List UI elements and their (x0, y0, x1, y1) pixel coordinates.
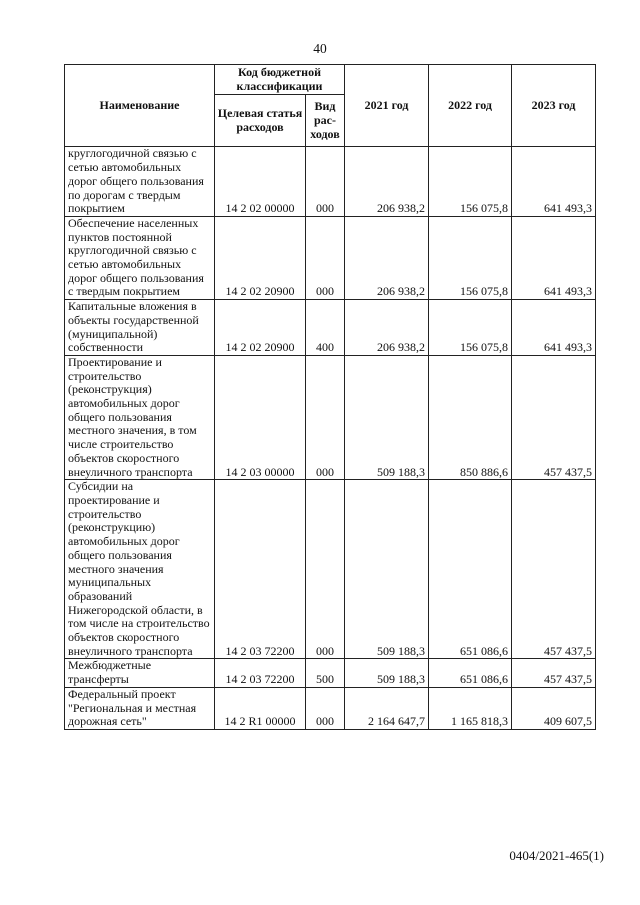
row-target-code: 14 2 03 72200 (215, 480, 306, 659)
header-name: Наименование (65, 65, 215, 147)
row-expense-kind: 000 (306, 355, 345, 479)
table-row (65, 147, 596, 217)
table-row (65, 659, 596, 687)
row-value-2022: 850 886,6 (429, 355, 512, 479)
budget-table (64, 64, 596, 730)
row-value-2023: 457 437,5 (512, 355, 596, 479)
row-name: Проектирование и строительство (реконструкция) автомобильных дорог общего пользования местного значения, в том числе строительство объектов скоростного внеуличного транспорта (65, 355, 215, 479)
row-value-2022: 651 086,6 (429, 659, 512, 687)
row-target-code: 14 2 02 00000 (215, 147, 306, 217)
row-name: Субсидии на проектирование и строительство (реконструкцию) автомобильных дорог общего пользования местного значения муниципальных образований Нижегородской области, в том числе на строительство объектов скоростного внеуличного транспорта (65, 480, 215, 659)
row-target-code: 14 2 02 20900 (215, 216, 306, 299)
row-expense-kind: 000 (306, 147, 345, 217)
row-target-code: 14 2 03 00000 (215, 355, 306, 479)
row-value-2023: 641 493,3 (512, 147, 596, 217)
row-value-2022: 156 075,8 (429, 300, 512, 356)
row-name: круглогодичной связью с сетью автомобильных дорог общего пользования по дорогам с твердым покрытием (65, 147, 215, 217)
header-target-article: Целевая статья расходов (215, 95, 306, 147)
table-row (65, 480, 596, 659)
row-value-2021: 206 938,2 (345, 300, 429, 356)
row-value-2023: 641 493,3 (512, 216, 596, 299)
table-row (65, 300, 596, 356)
header-2022: 2022 год (429, 65, 512, 147)
table-row (65, 355, 596, 479)
row-expense-kind: 000 (306, 480, 345, 659)
row-value-2021: 206 938,2 (345, 147, 429, 217)
row-value-2022: 156 075,8 (429, 216, 512, 299)
row-value-2021: 2 164 647,7 (345, 687, 429, 729)
header-2021: 2021 год (345, 65, 429, 147)
row-target-code: 14 2 02 20900 (215, 300, 306, 356)
row-expense-kind: 000 (306, 216, 345, 299)
row-value-2022: 1 165 818,3 (429, 687, 512, 729)
document-code: 0404/2021-465(1) (509, 848, 604, 863)
row-expense-kind: 400 (306, 300, 345, 356)
row-value-2021: 509 188,3 (345, 480, 429, 659)
table-row (65, 687, 596, 729)
header-2023: 2023 год (512, 65, 596, 147)
row-value-2021: 509 188,3 (345, 355, 429, 479)
row-name: Капитальные вложения в объекты государственной (муниципальной) собственности (65, 300, 215, 356)
row-value-2022: 156 075,8 (429, 147, 512, 217)
row-expense-kind: 000 (306, 687, 345, 729)
row-value-2023: 641 493,3 (512, 300, 596, 356)
page-number: 40 (313, 41, 327, 56)
row-name: Межбюджетные трансферты (65, 659, 215, 687)
header-expense-kind: Вид рас-ходов (306, 95, 345, 147)
row-value-2023: 457 437,5 (512, 659, 596, 687)
table-row (65, 216, 596, 299)
row-name: Федеральный проект "Региональная и местная дорожная сеть" (65, 687, 215, 729)
row-value-2021: 509 188,3 (345, 659, 429, 687)
row-value-2022: 651 086,6 (429, 480, 512, 659)
row-value-2021: 206 938,2 (345, 216, 429, 299)
row-value-2023: 409 607,5 (512, 687, 596, 729)
row-value-2023: 457 437,5 (512, 480, 596, 659)
row-target-code: 14 2 03 72200 (215, 659, 306, 687)
row-target-code: 14 2 R1 00000 (215, 687, 306, 729)
row-name: Обеспечение населенных пунктов постоянной круглогодичной связью с сетью автомобильных дорог общего пользования с твердым покрытием (65, 216, 215, 299)
header-classification: Код бюджетной классификации (215, 65, 345, 95)
row-expense-kind: 500 (306, 659, 345, 687)
